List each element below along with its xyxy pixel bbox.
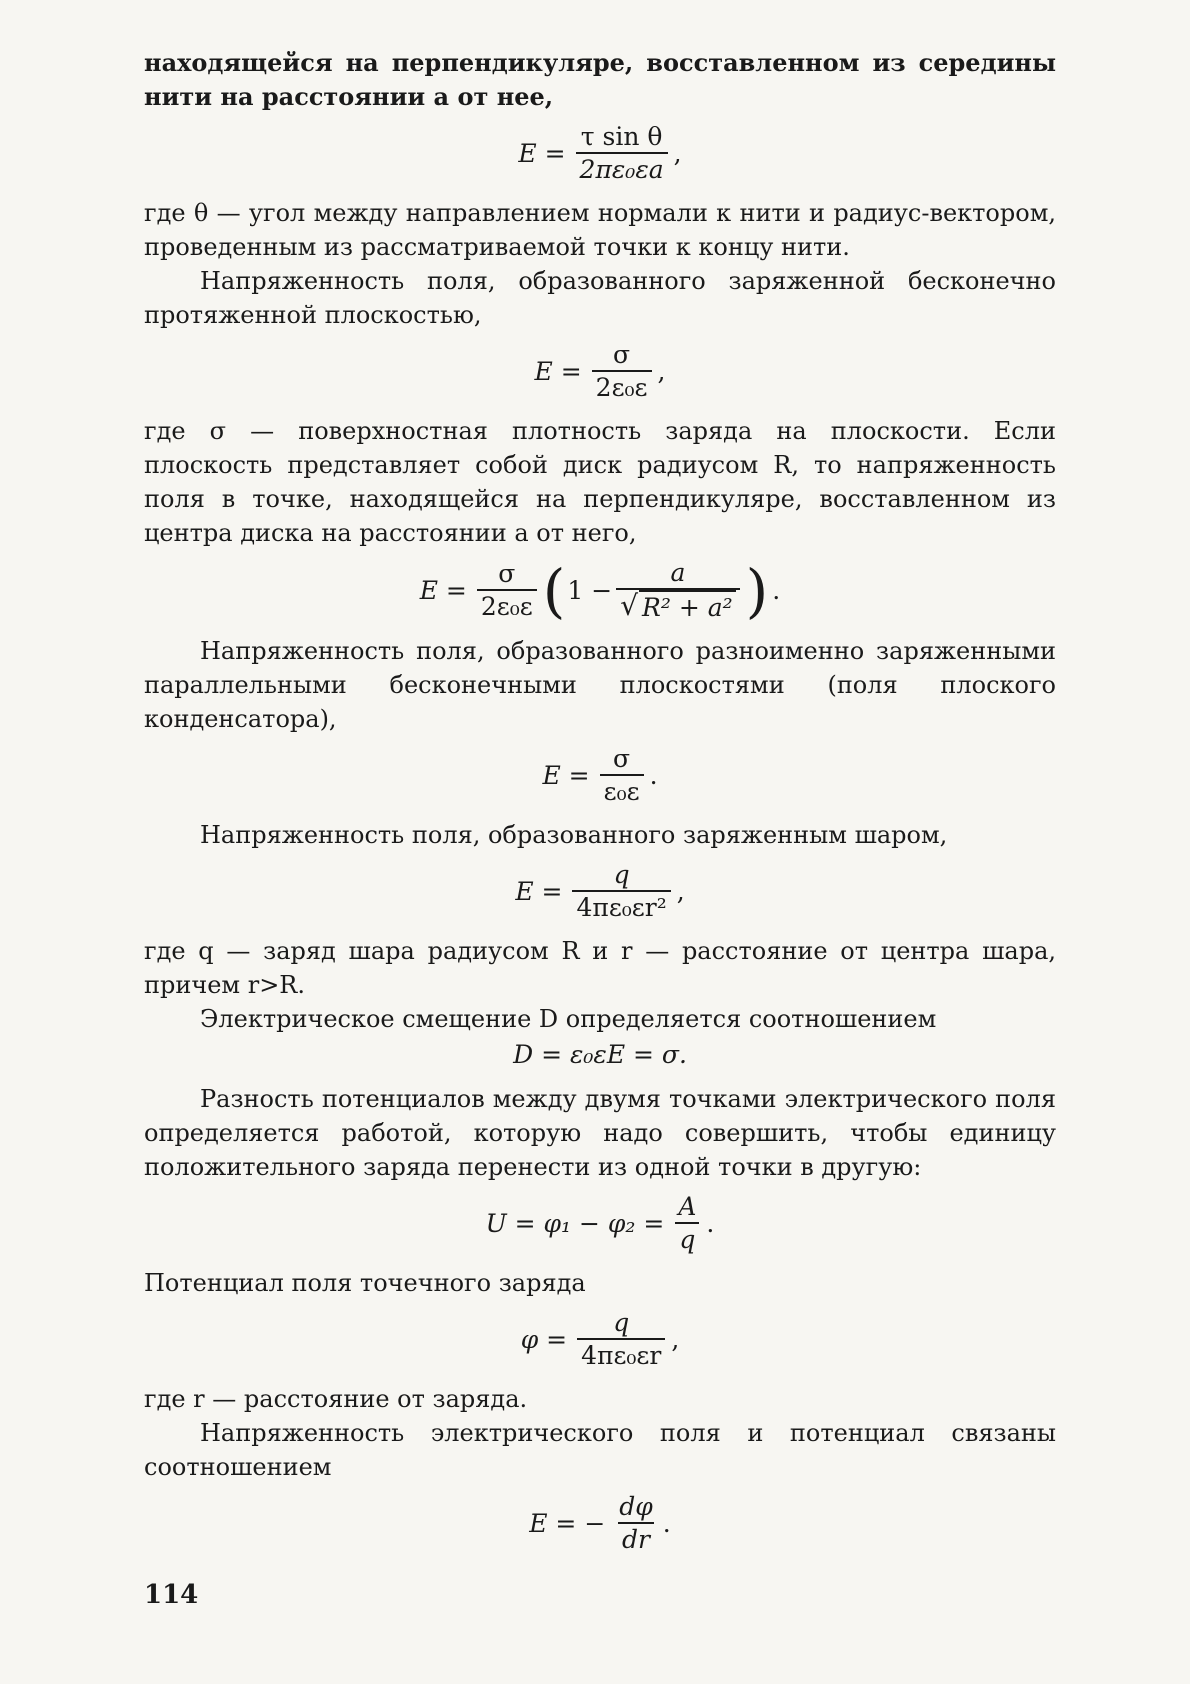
fraction: $\frac{\sigma}{\text{ε₀ε}}$ [600,744,644,808]
fraction: $\frac{\sigma}{\text{2ε₀ε}}$ [592,340,652,404]
paragraph-4: где σ — поверхностная плотность заряда на плоскости. Если плоскость представляет собой диск радиусом R, то напряженность поля в точке, находящейся на перпендикуляре, восставленном из центра диска на расстоянии a от него, [144,417,1056,547]
right-paren: ) [745,557,769,625]
formula-field-gradient: E = − $\frac{d\varphi}{dr}$ . [529,1492,671,1554]
fraction: $\frac{\text{τ sin θ}}{\text{2πε₀εa}}$ [576,122,668,186]
formula-sphere-field: E = $\frac{q}{\text{4πε₀εr²}}$ , [515,860,685,922]
paragraph-5: Напряженность поля, образованного разноименно заряженными параллельными бесконечными плоскостями (поля плоского конденсатора), [144,637,1056,733]
square-root: √ R² + a² [620,590,735,624]
paragraph-7: где q — заряд шара радиусом R и r — расстояние от центра шара, причем r>R. [144,937,1056,999]
paragraph-11: где r — расстояние от заряда. [144,1385,528,1413]
radical-sign: √ [620,589,639,622]
formula-plane-field: E = $\frac{\sigma}{\text{2ε₀ε}}$ , [534,340,666,402]
inner-fraction: a √ R² + a² [616,558,739,624]
left-paren: ( [542,557,566,625]
paragraph-1: находящейся на перпендикуляре, восставленном из середины нити на расстоянии a от нее, [144,48,1056,111]
paragraph-12: Напряженность электрического поля и потенциал связаны соотношением [144,1419,1056,1481]
formula-disk-field: E = $\frac{\sigma}{\text{2ε₀ε}}$ ( 1 − a √ R² + a² ) . [419,557,781,625]
text-column [144,46,1056,1566]
formula-point-charge-potential: φ = $\frac{q}{\text{4πε₀εr}}$ , [520,1308,680,1370]
fraction: $\frac{q}{\text{4πε₀εr}}$ [577,1308,665,1372]
paragraph-6: Напряженность поля, образованного заряженным шаром, [200,821,948,849]
paragraph-10: Потенциал поля точечного заряда [144,1269,586,1297]
paragraph-2: где θ — угол между направлением нормали к нити и радиус-вектором, проведенным из рассматриваемой точки к концу нити. [144,199,1056,261]
paragraph-3: Напряженность поля, образованного заряженной бесконечно протяженной плоскостью, [144,267,1056,329]
formula-thread-field: E = $\frac{\text{τ sin θ}}{\text{2πε₀εa}}$ , [518,122,682,184]
formula-potential-difference: U = φ₁ − φ₂ = $\frac{A}{q}$ . [485,1192,715,1254]
paragraph-8: Электрическое смещение D определяется соотношением [200,1005,937,1033]
paragraph-9: Разность потенциалов между двумя точками электрического поля определяется работой, которую надо совершить, чтобы единицу положительного заряда перенести из одной точки в другую: [144,1085,1056,1181]
formula-displacement: D = ε₀εE = σ. [513,1040,687,1069]
page-number: 114 [144,1580,199,1610]
formula-capacitor-field: E = $\frac{\sigma}{\text{ε₀ε}}$ . [542,744,658,806]
fraction: $\frac{d\varphi}{dr}$ [619,1492,653,1554]
fraction: $\frac{A}{q}$ [674,1192,700,1256]
fraction: $\frac{\sigma}{\text{2ε₀ε}}$ [477,559,537,623]
fraction: $\frac{q}{\text{4πε₀εr²}}$ [572,860,670,924]
